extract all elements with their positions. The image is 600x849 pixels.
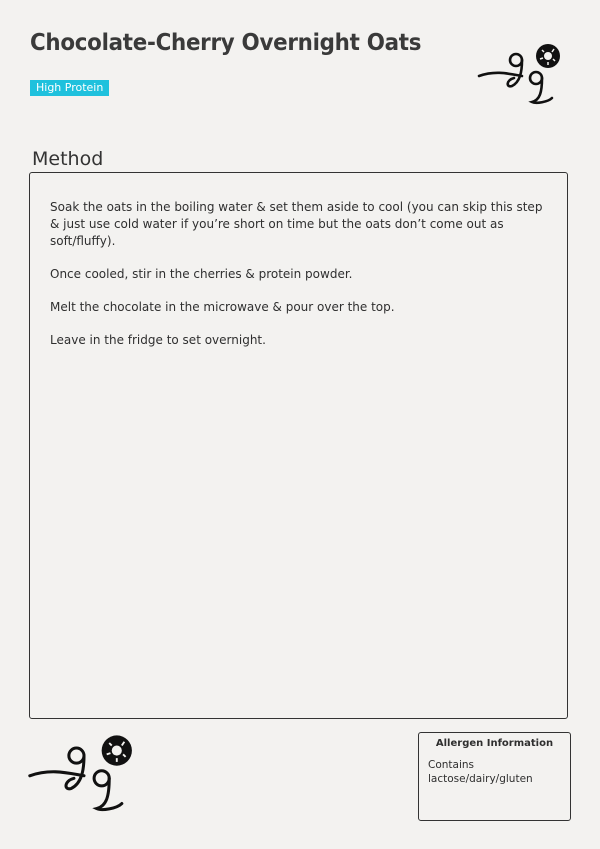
gg-donut-logo-icon	[26, 730, 142, 814]
recipe-title: Chocolate-Cherry Overnight Oats	[30, 30, 422, 56]
method-steps	[50, 199, 546, 365]
gg-donut-logo-icon	[476, 40, 568, 106]
allergen-title: Allergen Information	[435, 738, 554, 749]
method-heading: Method	[32, 147, 104, 170]
allergen-info-box	[418, 732, 571, 821]
method-step: Soak the oats in the boiling water & set them aside to cool (you can skip this step & just use cold water if you’re short on time but the oats don’t come out as soft/fluffy).	[50, 200, 543, 248]
method-step: Leave in the fridge to set overnight.	[50, 333, 266, 347]
high-protein-badge: High Protein	[30, 80, 109, 96]
method-step: Once cooled, stir in the cherries & protein powder.	[50, 267, 353, 281]
method-step: Melt the chocolate in the microwave & pour over the top.	[50, 300, 395, 314]
method-box	[29, 172, 568, 719]
allergen-text: Contains lactose/dairy/gluten	[428, 759, 533, 785]
